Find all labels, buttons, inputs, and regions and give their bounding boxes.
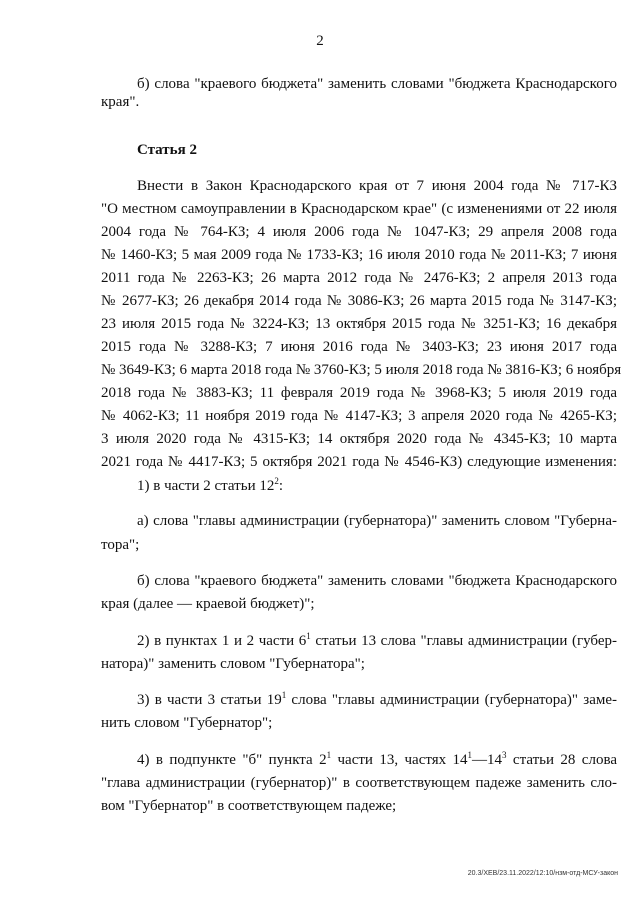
item-1a-line-1: а) слова "главы администрации (губернатора)" заменить словом "Губерна- (137, 513, 617, 529)
article-line: № 4062-КЗ; 11 ноября 2019 года № 4147-КЗ; 3 апреля 2020 года № 4265-КЗ; (101, 408, 617, 424)
article-line: 3 июля 2020 года № 4315-КЗ; 14 октября 2020 года № 4345-КЗ; 10 марта (101, 431, 617, 447)
item-1: 1) в части 2 статьи $12^2$: (137, 476, 284, 494)
item-1a-line-2: тора"; (101, 537, 140, 553)
document-footer-code: 20.3/ХЕВ/23.11.2022/12:10/нзм-отд-МСУ-закон (467, 870, 618, 877)
item-1b-line-2: края (далее — краевой бюджет)"; (101, 596, 315, 612)
item-3-line-2: нить словом "Губернатор"; (101, 715, 273, 731)
article-line: "О местном самоуправлении в Краснодарском крае" (с изменениями от 22 июля (101, 201, 617, 217)
article-line: № 1460-КЗ; 5 мая 2009 года № 1733-КЗ; 16 июля 2010 года № 2011-КЗ; 7 июня (101, 247, 617, 263)
article-line: 2018 года № 3883-КЗ; 11 февраля 2019 года № 3968-КЗ; 5 июля 2019 года (101, 385, 617, 401)
article-line: № 3649-КЗ; 6 марта 2018 года № 3760-КЗ; 5 июля 2018 года № 3816-КЗ; 6 ноября (101, 362, 622, 378)
intro-line-1: б) слова "краевого бюджета" заменить словами "бюджета Краснодарского (137, 76, 617, 92)
article-line: Внести в Закон Краснодарского края от 7 июня 2004 года № 717-КЗ (137, 178, 617, 194)
item-4-line-1: 4) в подпункте "б" пункта $2^1$ части 13, частях $14^1—14^3$ статьи 28 слова (137, 750, 617, 768)
article-line: 23 июля 2015 года № 3224-КЗ; 13 октября 2015 года № 3251-КЗ; 16 декабря (101, 316, 617, 332)
article-line: 2011 года № 2263-КЗ; 26 марта 2012 года № 2476-КЗ; 2 апреля 2013 года (101, 270, 617, 286)
article-line: 2021 года № 4417-КЗ; 5 октября 2021 года № 4546-КЗ) следующие изменения: (101, 454, 617, 470)
item-4-line-3: вом "Губернатор" в соответствующем падеже; (101, 798, 397, 814)
item-4-line-2: "глава администрации (губернатор)" в соответствующем падеже заменить сло- (101, 775, 617, 791)
article-line: № 2677-КЗ; 26 декабря 2014 года № 3086-КЗ; 26 марта 2015 года № 3147-КЗ; (101, 293, 617, 309)
page-number: 2 (316, 33, 324, 49)
article-line: 2004 года № 764-КЗ; 4 июля 2006 года № 1047-КЗ; 29 апреля 2008 года (101, 224, 617, 240)
article-heading: Статья 2 (137, 142, 197, 158)
item-2-line-1: 2) в пунктах 1 и 2 части $6^1$ статьи 13 слова "главы администрации (губер- (137, 631, 617, 649)
intro-line-2: края". (101, 94, 140, 110)
item-3-line-1: 3) в части 3 статьи $19^1$ слова "главы администрации (губернатора)" заме- (137, 690, 617, 708)
item-1b-line-1: б) слова "краевого бюджета" заменить словами "бюджета Краснодарского (137, 573, 617, 589)
article-line: 2015 года № 3288-КЗ; 7 июня 2016 года № 3403-КЗ; 23 июня 2017 года (101, 339, 617, 355)
item-2-line-2: натора)" заменить словом "Губернатора"; (101, 656, 365, 672)
